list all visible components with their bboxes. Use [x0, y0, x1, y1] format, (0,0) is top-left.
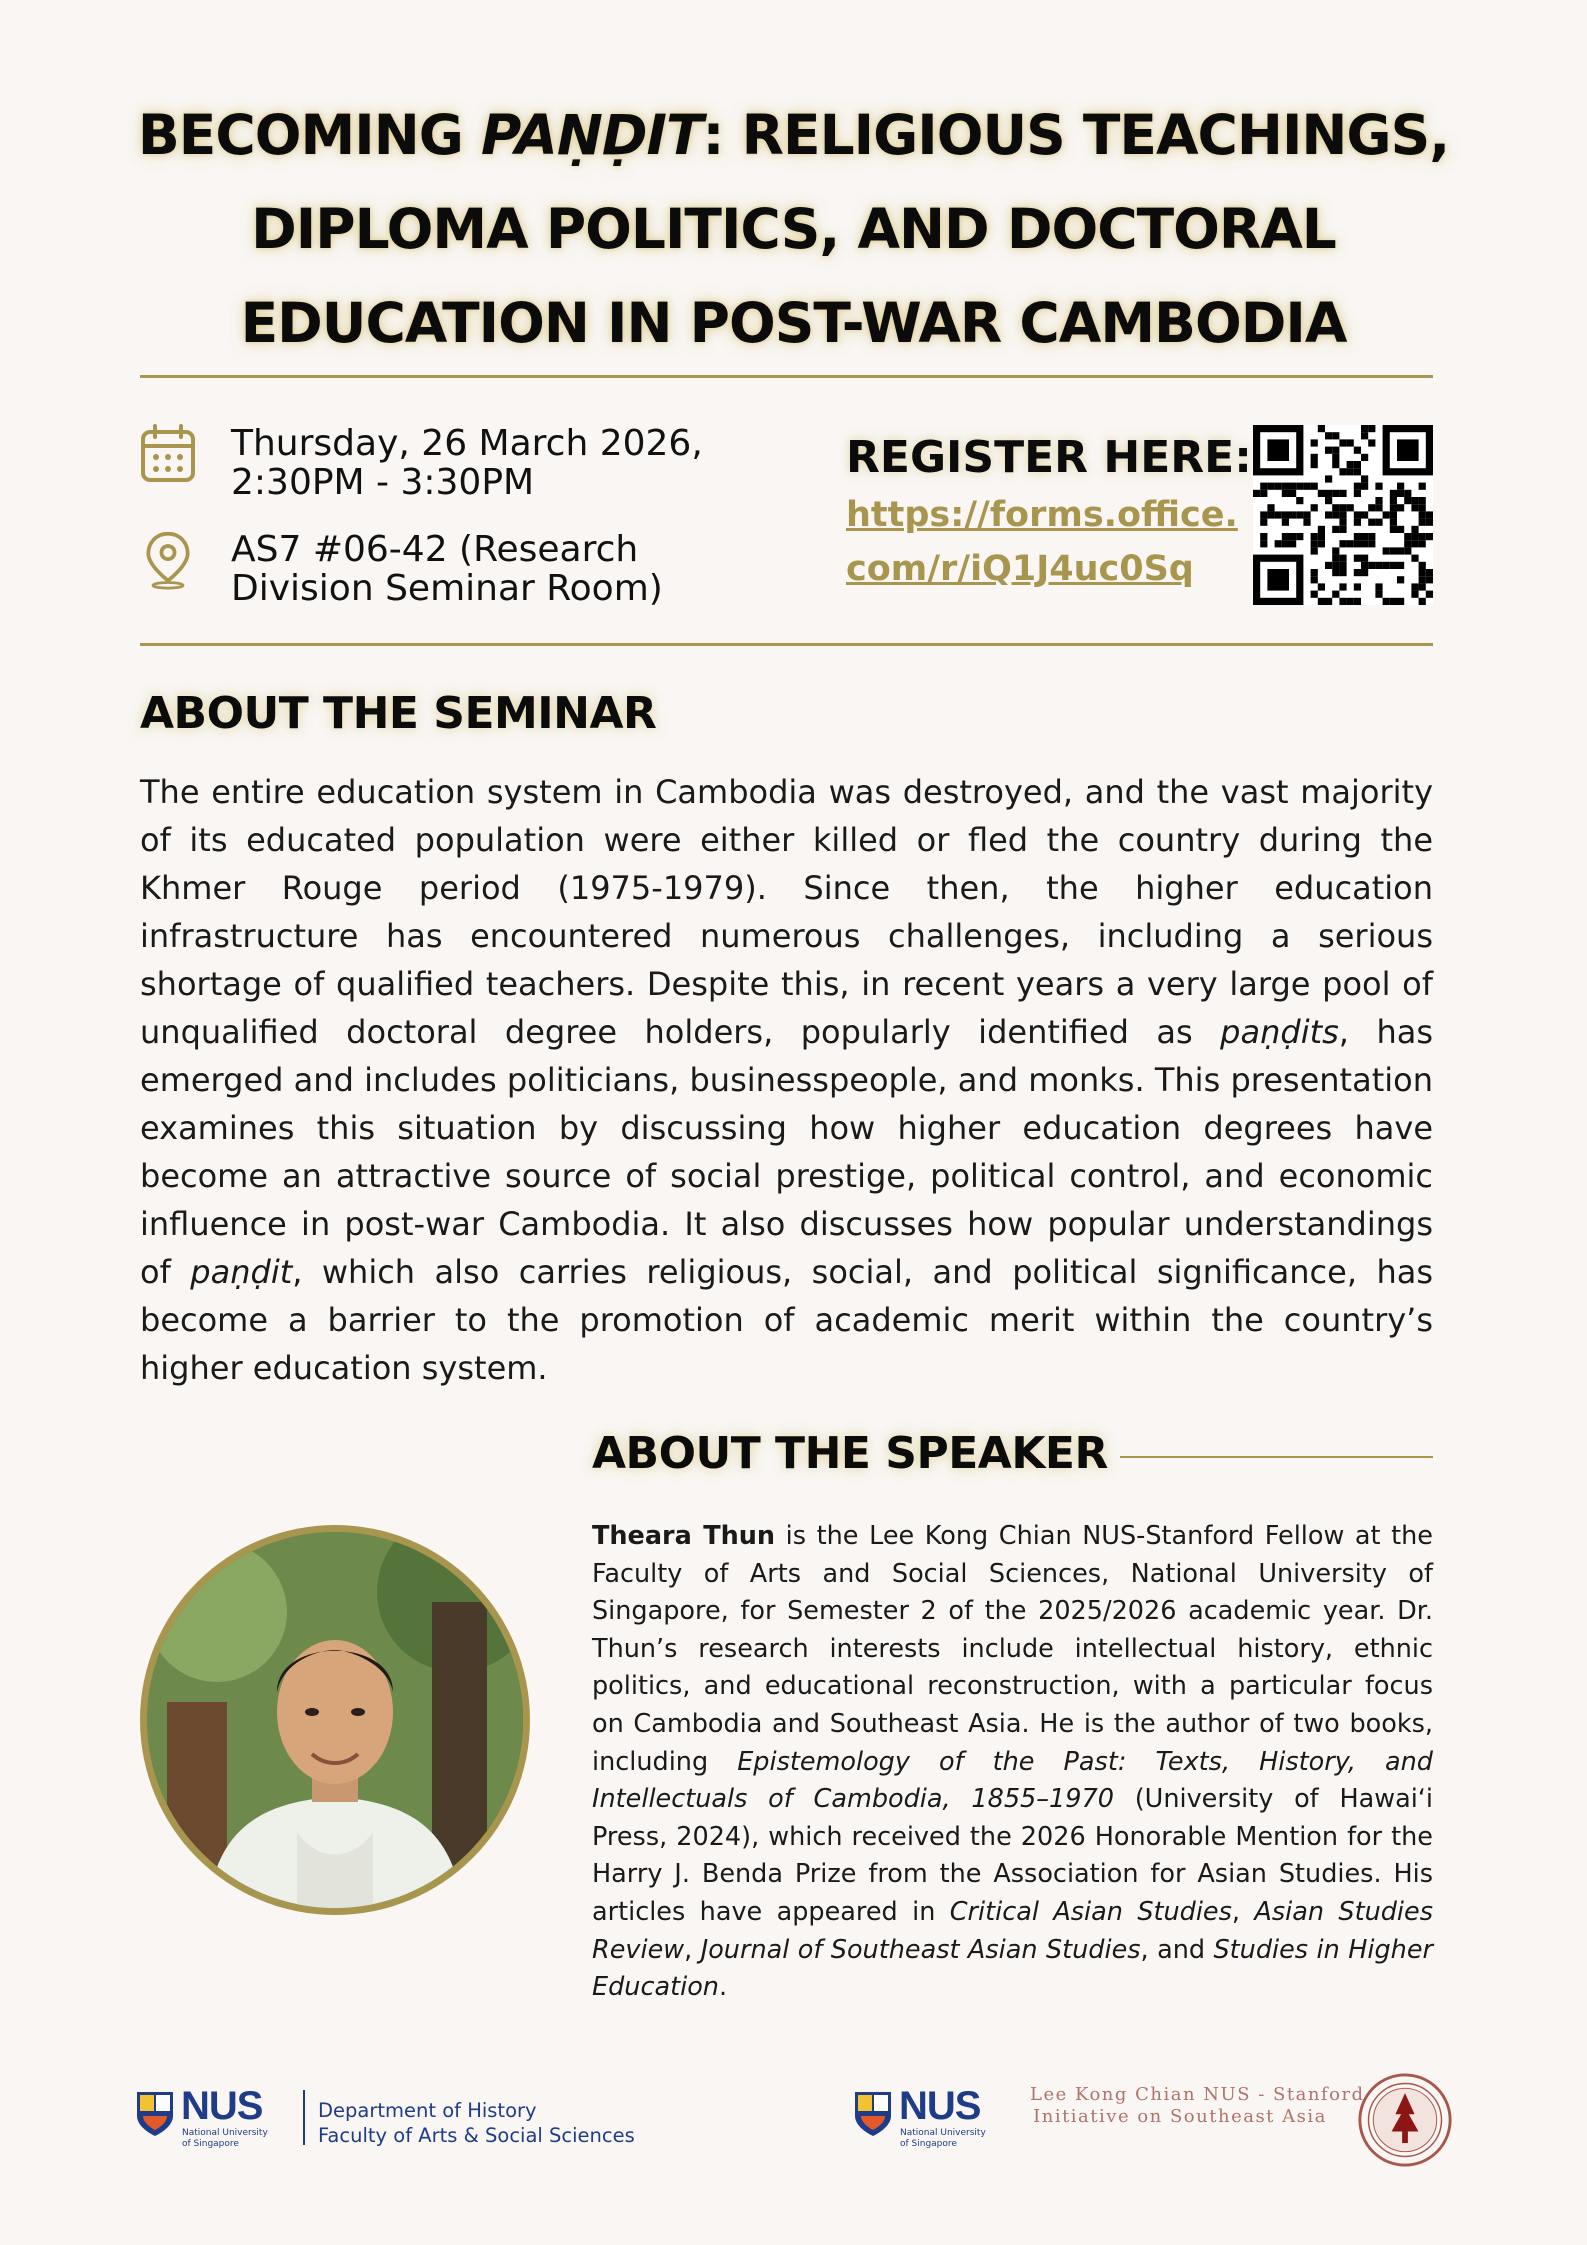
speaker-photo	[147, 1532, 523, 1908]
speaker-bio-text-1: is the Lee Kong Chian NUS-Stanford Fellow at the Faculty of Arts and Social Sciences, National University of Singapore, for Semester 2 of the 2025/2026 academic year. Dr. Thun’s research interests include intellectual history, ethnic politics, and educational reconstruction, with a particular focus on Cambodia and Southeast Asia. He is the author of two books, including	[592, 1521, 1433, 1777]
nus-logo-sub-2: of Singapore	[182, 2139, 239, 2149]
location-pin-icon	[140, 530, 196, 590]
speaker-bio	[592, 1518, 1433, 2007]
date-line-1: Thursday, 26 March 2026,	[231, 423, 703, 464]
divider-middle	[140, 643, 1433, 646]
link-line-2[interactable]: com/r/iQ1J4uc0Sq	[846, 549, 1194, 589]
title-line-1-post: : RELIGIOUS TEACHINGS,	[702, 103, 1450, 167]
seminar-heading: ABOUT THE SEMINAR	[140, 688, 657, 739]
journal-4: Studies in Higher Education	[592, 1934, 1433, 2003]
calendar-icon	[140, 424, 196, 484]
seminar-italic-pandits: paṇḍits	[1220, 1013, 1339, 1051]
date-line-2: 2:30PM - 3:30PM	[231, 462, 535, 503]
event-date	[140, 424, 703, 502]
nus-logo-sub-1b: National University	[900, 2128, 986, 2138]
register-label: REGISTER HERE:	[846, 432, 1252, 483]
title-line-1	[90, 88, 1497, 182]
venue-line-1: AS7 #06-42 (Research	[231, 529, 639, 570]
dept-line-2: Faculty of Arts & Social Sciences	[318, 2124, 635, 2147]
qr-code[interactable]	[1253, 425, 1433, 605]
lkc-initiative-label	[1030, 2084, 1365, 2128]
nus-crest-icon-2	[853, 2090, 893, 2138]
title-line-1-pre: BECOMING	[137, 103, 482, 167]
journal-sep-2: ,	[684, 1934, 701, 1965]
nus-logo-right	[853, 2084, 1013, 2158]
journal-1: Critical Asian Studies	[949, 1896, 1232, 1927]
speaker-bio-end: .	[718, 1972, 728, 2003]
dept-line-1: Department of History	[318, 2099, 537, 2122]
seminar-text-a: The entire education system in Cambodia was destroyed, and the vast majority of its educated population were either killed or fled the country during the Khmer Rouge period (1975-1979). Since then, the higher education infrastructure has encountered numerous challenges, including a serious shortage of qualified teachers. Despite this, in recent years a very large pool of unqualified doctoral degree holders, popularly identified as	[140, 773, 1433, 1051]
title-line-3: EDUCATION IN POST-WAR CAMBODIA	[240, 291, 1347, 355]
nus-logo-sub-2b: of Singapore	[900, 2139, 957, 2149]
event-venue-text	[231, 530, 663, 608]
event-venue	[140, 530, 663, 608]
department-label	[318, 2098, 635, 2148]
speaker-book-title: Epistemology of the Past: Texts, History, and Intellectuals of Cambodia, 1855–1970	[592, 1746, 1433, 1815]
poster-title	[90, 88, 1497, 370]
speaker-photo-frame	[140, 1525, 530, 1915]
seminar-text-c: , has emerged and includes politicians, businesspeople, and monks. This presentation examines this situation by discussing how higher education degrees have become an attractive source of social prestige, political control, and economic influence in post-war Cambodia. It also discusses how popular understandings of	[140, 1013, 1434, 1291]
speaker-heading: ABOUT THE SPEAKER	[592, 1428, 1108, 1479]
nus-crest-icon	[135, 2090, 175, 2138]
title-line-2: DIPLOMA POLITICS, AND DOCTORAL	[251, 197, 1336, 261]
footer-logo-divider	[303, 2090, 305, 2145]
speaker-bio-text-2: (University of Hawaiʻi Press, 2024), which received the 2026 Honorable Mention for the Harry J. Benda Prize from the Association for Asian Studies. His articles have appeared in	[592, 1784, 1433, 1927]
journal-sep-1: ,	[1231, 1896, 1255, 1927]
link-line-1[interactable]: https://forms.office.	[846, 495, 1238, 535]
lkc-line-2: Initiative on Southeast Asia	[1033, 2106, 1327, 2127]
registration-link[interactable]	[846, 488, 1238, 596]
seminar-description	[140, 768, 1433, 1392]
divider-top	[140, 375, 1433, 378]
nus-logo-left	[135, 2084, 295, 2158]
event-date-text	[231, 424, 703, 502]
speaker-photo-illustration	[147, 1532, 523, 1908]
nus-logo-text: NUS	[181, 2084, 263, 2128]
speaker-heading-rule	[1120, 1456, 1433, 1458]
stanford-seal-icon	[1357, 2072, 1453, 2168]
journal-sep-3: , and	[1140, 1934, 1214, 1965]
journal-3: Journal of Southeast Asian Studies	[700, 1934, 1141, 1965]
nus-logo-sub-1: National University	[182, 2128, 268, 2138]
speaker-name: Theara Thun	[592, 1521, 776, 1551]
journal-2: Asian Studies Review	[592, 1896, 1433, 1965]
seminar-text-e: , which also carries religious, social, and political significance, has become a barrier to the promotion of academic merit within the country’s higher education system.	[140, 1253, 1434, 1387]
seminar-italic-pandit: paṇḍit	[190, 1253, 293, 1291]
lkc-line-1: Lee Kong Chian NUS - Stanford	[1030, 2084, 1365, 2105]
nus-logo-text-2: NUS	[899, 2084, 981, 2128]
venue-line-2: Division Seminar Room)	[231, 568, 663, 609]
title-italic-pandit: PAṆḌIT	[481, 103, 703, 167]
